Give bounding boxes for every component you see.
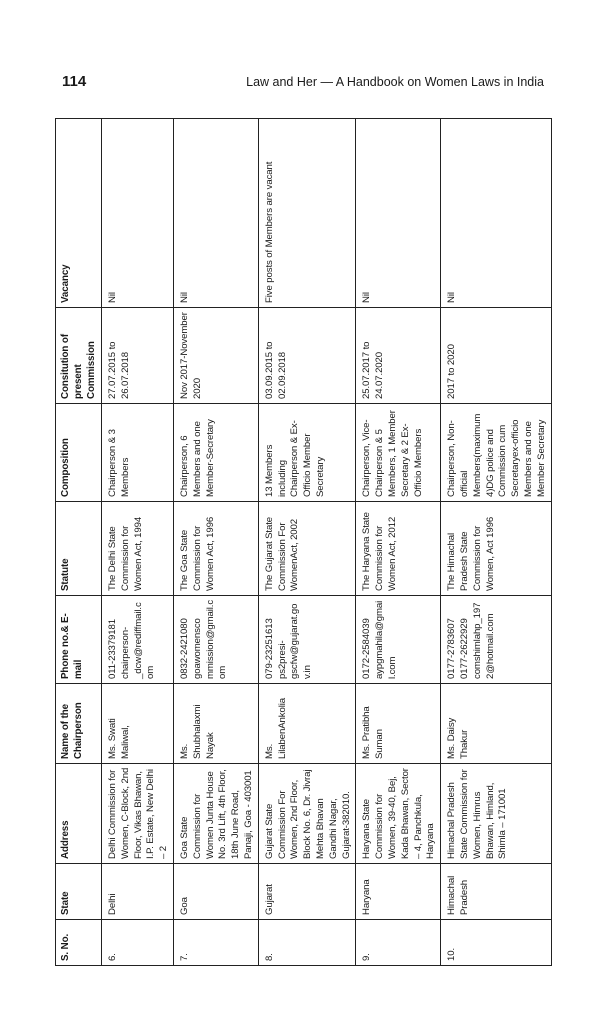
cell-state: Gujarat	[258, 864, 356, 920]
cell-constitution: 2017 to 2020	[441, 308, 551, 404]
cell-composition: Chairperson & 3 Members	[102, 404, 174, 502]
header-sno: S. No.	[56, 920, 102, 966]
cell-chairperson: Ms. Swati Maliwal,	[102, 684, 174, 764]
cell-chairperson: Ms. Daisy Thakur	[441, 684, 551, 764]
cell-statute: The Delhi State Commission for Women Act, 1994	[102, 502, 174, 596]
table-row	[173, 119, 258, 966]
cell-state: Goa	[173, 864, 258, 920]
header-state: State	[56, 864, 102, 920]
cell-statute: The Goa State Commission for Women Act, 1996	[173, 502, 258, 596]
cell-chairperson: Ms. Shubhalaxmi Nayak	[173, 684, 258, 764]
running-head: Law and Her — A Handbook on Women Laws in India	[246, 75, 544, 89]
cell-address: Himachal Pradesh State Commission for Women, Himrus Bhawan, Himland, Shimla – 171001	[441, 764, 551, 864]
cell-phone-email: 011-23379181 chairperson-_dcw@rediffmail.com	[102, 596, 174, 684]
cell-statute: The Gujarat State Commission For WomenAct, 2002	[258, 502, 356, 596]
cell-composition: 13 Members including Chairperson & Ex-Officio Member Secretary	[258, 404, 356, 502]
cell-state: Himachal Pradesh	[441, 864, 551, 920]
table-row	[356, 119, 441, 966]
table-row	[258, 119, 356, 966]
commission-table-container	[55, 118, 549, 966]
cell-phone-email: 0177-2783607 0177-2622929 comshimlahp_1972@hotmail.com	[441, 596, 551, 684]
cell-vacancy: Nil	[102, 119, 174, 308]
cell-vacancy: Five posts of Members are vacant	[258, 119, 356, 308]
cell-composition: Chairperson, 6 Members and one Member-Secretary	[173, 404, 258, 502]
table-header-row	[56, 119, 102, 966]
cell-sno: 8.	[258, 920, 356, 966]
cell-sno: 10.	[441, 920, 551, 966]
cell-vacancy: Nil	[356, 119, 441, 308]
header-address: Address	[56, 764, 102, 864]
header-composition: Composition	[56, 404, 102, 502]
state-commissions-table	[55, 118, 552, 966]
table-row	[102, 119, 174, 966]
page-number: 114	[62, 73, 87, 90]
cell-constitution: 03.09.2015 to 02.09.2018	[258, 308, 356, 404]
table-row	[441, 119, 551, 966]
cell-address: Delhi Commission for Women, C-Block, 2nd Floor, Vikas Bhawan, I.P. Estate, New Delhi – 2	[102, 764, 174, 864]
cell-vacancy: Nil	[441, 119, 551, 308]
cell-state: Delhi	[102, 864, 174, 920]
cell-vacancy: Nil	[173, 119, 258, 308]
cell-phone-email: 0832-2421080 goawomensco mmission@gmail.com	[173, 596, 258, 684]
cell-composition: Chairperson, Vice-Chairperson & 5 Members, 1 Member Secretary & 2 Ex-Officio Members	[356, 404, 441, 502]
cell-statute: The Himachal Pradesh State Commission for Women, Act 1996	[441, 502, 551, 596]
header-vacancy: Vacancy	[56, 119, 102, 308]
cell-address: Haryana State Commission for Women, 39-40, Bej, Kada Bhawan, Sector – 4, Panchkula, Haryana	[356, 764, 441, 864]
cell-chairperson: Ms. Pratibha Suman	[356, 684, 441, 764]
cell-chairperson: Ms. LilabenAnkolia	[258, 684, 356, 764]
rotated-table-frame	[55, 118, 549, 966]
cell-statute: The Haryana State Commission for Women Act, 2012	[356, 502, 441, 596]
cell-address: Goa State Commission for Women Junta House No. 3rd Lift, 4th Floor, 18th June Road, Panaji, Goa - 403001	[173, 764, 258, 864]
cell-constitution: Nov 2017-November 2020	[173, 308, 258, 404]
cell-constitution: 27.07.2015 to 26.07.2018	[102, 308, 174, 404]
cell-composition: Chairperson, Non-official Members(maximum 4)DG police and Commission cum Secretaryex-officio Members and one Member Secretary	[441, 404, 551, 502]
cell-sno: 6.	[102, 920, 174, 966]
cell-sno: 9.	[356, 920, 441, 966]
header-chairperson: Name of the Chairperson	[56, 684, 102, 764]
cell-phone-email: 079-23251613 ps2presi-gscfw@gujarat.gov.in	[258, 596, 356, 684]
header-statute: Statute	[56, 502, 102, 596]
cell-address: Gujarat State Commission For Women, 2nd Floor, Block No. 6, Dr. Jivraj Mehta Bhavan Gandhi Nagar, Gujarat-382010.	[258, 764, 356, 864]
cell-phone-email: 0172-2584039 aypgmahila@gmail.com	[356, 596, 441, 684]
cell-constitution: 25.07.2017 to 24.07.2020	[356, 308, 441, 404]
cell-sno: 7.	[173, 920, 258, 966]
header-phone-email: Phone no.& E-mail	[56, 596, 102, 684]
header-constitution: Consitution of present Commission	[56, 308, 102, 404]
cell-state: Haryana	[356, 864, 441, 920]
